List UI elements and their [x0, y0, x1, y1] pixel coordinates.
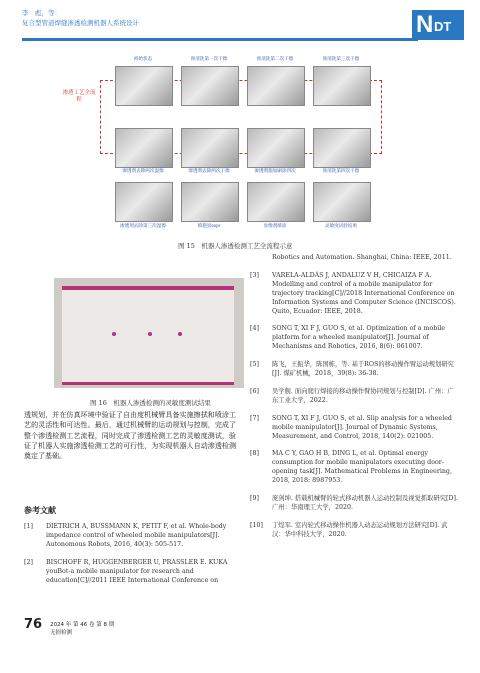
- fig15-label: 初始状态: [133, 56, 153, 61]
- reference-item: [250, 254, 458, 263]
- reference-text: 吴学舰. 面向爬行焊接的移动操作臂协同规划与控制[D]. 广州：广东工业大学，2022.: [272, 388, 454, 404]
- reference-text: 庞剑坤. 搭载机械臂的轮式移动机器人运动控制及视觉抓取研究[D]. 广州：华南理工大学，2020.: [272, 495, 458, 511]
- reference-item: [250, 415, 458, 442]
- fig15-photo: [115, 66, 173, 106]
- reference-item: [250, 388, 458, 406]
- fig15-label: 渗透剂去除两次干擦: [188, 168, 230, 173]
- fig15-label: 预清洗第三次干擦: [322, 56, 360, 61]
- fig15-photo: [313, 128, 371, 168]
- fig15-photo: [181, 66, 239, 106]
- fig15-label: 渗透剂施加刷涂四次: [254, 168, 296, 173]
- fig15-photo: [313, 66, 371, 106]
- reference-text: 陈飞，王振华，陈国栋，等. 基于ROS的移动操作臂运动规划研究[J]. 煤矿机械，2018，39(8): 36-38.: [272, 361, 454, 377]
- reference-item: [250, 272, 458, 317]
- defect-dot: [148, 332, 152, 336]
- journal-issue: 2024 年 第 46 卷 第 8 期: [50, 622, 115, 628]
- figure-15: [112, 56, 382, 246]
- reference-number: [1]: [24, 523, 33, 530]
- conclusion-paragraph: 透规划，并在仿真环境中验证了自由度机械臂具备实施擦拭和喷涂工艺的灵活性和可达性。最后，通过机械臂的运动规划与控制，完成了整个渗透检测工艺流程，同时完成了渗透检测工艺的灵敏度测试，验证了机器人实施渗透检测工艺的可行性，为实现机器人自动渗透检测奠定了基础。: [24, 411, 236, 461]
- fig15-photo: [313, 182, 371, 222]
- journal-name: 无损检测: [50, 630, 73, 636]
- reference-number: [6]: [250, 388, 259, 395]
- defect-dot: [178, 332, 182, 336]
- fig15-photo: [247, 66, 305, 106]
- reference-number: [10]: [250, 522, 263, 529]
- header-authors: 李 彪，等：: [22, 10, 61, 17]
- fig15-label: 渗透剂去除第三次湿擦: [120, 223, 166, 228]
- journal-logo: [412, 10, 464, 40]
- fig15-photo: [247, 128, 305, 168]
- reference-item: [250, 522, 458, 540]
- reference-number: [3]: [250, 272, 259, 279]
- figure-15-caption: 图 15 机器人渗透检测工艺全流程示意: [178, 242, 293, 250]
- reference-item: [24, 559, 236, 586]
- logo-n: N: [416, 11, 434, 38]
- reference-number: [2]: [24, 559, 33, 566]
- reference-text: SONG T, XI F J, GUO S, et al. Slip analysis for a wheeled mobile manipulator[J]. Journal of Dynamic Systems, Measurement, and Control, 2018, 140(2): 021005.: [272, 415, 452, 440]
- reference-text: DIETRICH A, BUSSMANN K, PETIT F, et al. Whole-body impedance control of wheeled mobile manipulators[J]. Autonomous Robots, 2016, 40(3): 505-517.: [46, 523, 227, 548]
- fig15-photo: [115, 182, 173, 222]
- reference-text: MA C Y, GAO H B, DING L, et al. Optimal energy consumption for mobile manipulators executing door-opening task[J]. Mathematical Problems in Engineering, 2018, 2018: 8987953.: [272, 450, 452, 484]
- fig15-label: 预清洗第二次干擦: [256, 56, 294, 61]
- test-panel: [62, 286, 234, 385]
- reference-text: VARELA-ALDÁS J, ANDALUZ V H, CHICAIZA F A. Modelling and control of a mobile manipulator for trajectory tracking[C]//2018 International Conference on Information Systems and Computer Science (INCISCOS). Quito, Ecuador: IEEE, 2018.: [272, 272, 456, 315]
- reference-item: [250, 495, 458, 513]
- header-title: 复合型管道焊缝渗透检测机器人系统设计: [22, 20, 139, 27]
- fig15-photo: [247, 182, 305, 222]
- fig15-label: 显像剂喷涂: [263, 223, 287, 228]
- reference-text: BISCHOFF R, HUGGENBERGER U, PRASSLER E. KUKA youBot-a mobile manipulator for research and education[C]//2011 IEEE International Conference on: [46, 559, 228, 584]
- defect-dot: [112, 332, 116, 336]
- reference-number: [4]: [250, 325, 259, 332]
- fig15-photo: [115, 128, 173, 168]
- reference-number: [7]: [250, 415, 259, 422]
- reference-item: [24, 523, 236, 550]
- fig15-photo: [181, 182, 239, 222]
- fig15-photo: [181, 128, 239, 168]
- logo-dt: DT: [434, 19, 452, 34]
- fig15-label: 灵敏度试验结果: [324, 223, 358, 228]
- fig15-label: 预清洗第一次干擦: [190, 56, 228, 61]
- reference-number: [8]: [250, 450, 259, 457]
- figure-16: [54, 278, 244, 388]
- reference-item: [250, 361, 458, 379]
- figure-16-caption: 图 16 机器人渗透检测的灵敏度测试结果: [90, 399, 211, 407]
- reference-text: Robotics and Automation. Shanghai, China: IEEE, 2011.: [272, 254, 452, 261]
- fig15-label: 预清洗第四次干擦: [322, 168, 360, 173]
- fig15-label: 喷施显expr: [197, 223, 221, 228]
- reference-number: [9]: [250, 495, 259, 502]
- reference-text: SONG T, XI F J, GUO S, et al. Optimization of a mobile platform for a wheeled manipulator[J]. Journal of Mechanisms and Robotics, 2016, 8(6): 061007.: [272, 325, 446, 350]
- page-number: 76: [24, 617, 43, 632]
- reference-text: 丁煌军. 室内轮式移动操作机器人动态运动规划方法研究[D]. 武汉：华中科技大学，2020.: [272, 522, 448, 538]
- reference-number: [5]: [250, 361, 259, 368]
- references-heading: 参考文献: [24, 506, 56, 515]
- reference-item: [250, 450, 458, 486]
- fig15-label: 渗透剂去除两次湿擦: [122, 168, 164, 173]
- header-bar: [22, 38, 418, 41]
- reference-item: [250, 325, 458, 352]
- figure-15-side-label: 渗透工艺全流程: [62, 90, 96, 103]
